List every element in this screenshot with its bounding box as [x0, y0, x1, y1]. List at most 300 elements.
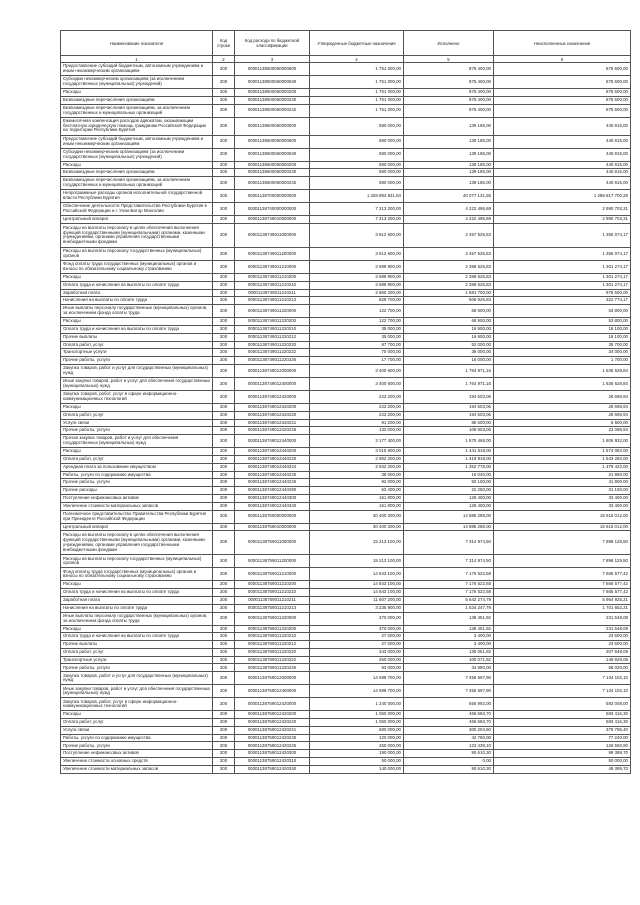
table-row	[61, 641, 631, 649]
row-name: Закупка товаров, работ и услуг для государственных (муниципальных) нужд	[61, 364, 213, 377]
row-approved: 11 607 200,00	[310, 596, 404, 604]
table-row	[61, 281, 631, 289]
row-budget-code: 00001138759012420226	[235, 742, 310, 750]
row-unexecuted: 21 960,00	[494, 471, 631, 479]
row-unexecuted: 15 515 012,00	[494, 523, 631, 531]
row-budget-code: 00001138749011220220	[235, 341, 310, 349]
row-executed: 68 900,00	[404, 305, 494, 318]
row-line-code: 200	[213, 216, 235, 224]
table-row	[61, 104, 631, 117]
row-approved: 3 235 900,00	[310, 604, 404, 612]
row-executed: 194 503,06	[404, 390, 494, 403]
row-name: Заработная плата	[61, 289, 213, 297]
row-approved: 223 200,00	[310, 403, 404, 411]
row-executed: 875 400,00	[404, 63, 494, 76]
row-unexecuted: 1 701 652,21	[494, 604, 631, 612]
row-executed: 3 400,00	[404, 641, 494, 649]
column-number: 3	[235, 56, 310, 63]
row-executed: 68 900,00	[404, 318, 494, 326]
table-row	[61, 148, 631, 161]
row-unexecuted: 875 600,00	[494, 76, 631, 89]
row-unexecuted: 7 134 102,10	[494, 672, 631, 685]
row-name: Увеличение стоимости материальных запасов	[61, 502, 213, 510]
table-row	[61, 89, 631, 97]
row-approved: 250 000,00	[310, 656, 404, 664]
table-row	[61, 427, 631, 435]
row-executed: 875 400,00	[404, 89, 494, 97]
row-budget-code: 00001138749011220000	[235, 305, 310, 318]
row-name: Расходы на выплаты персоналу государственных (муниципальных) органов	[61, 247, 213, 260]
row-executed: 466 583,70	[404, 719, 494, 727]
row-unexecuted: 1 635 628,84	[494, 364, 631, 377]
row-name: Расходы	[61, 161, 213, 169]
row-approved: 680 000,00	[310, 726, 404, 734]
row-budget-code: 00001138600060000242	[235, 177, 310, 190]
table-row	[61, 734, 631, 742]
row-approved: 190 000,00	[310, 750, 404, 758]
row-name: Прочие работы, услуги	[61, 664, 213, 672]
row-budget-code: 00001138749012440225	[235, 471, 310, 479]
row-executed: 506 925,83	[404, 297, 494, 305]
row-name: Центральный аппарат	[61, 216, 213, 224]
row-approved: 53 400,00	[310, 487, 404, 495]
row-unexecuted: 1 574 082,00	[494, 448, 631, 456]
row-unexecuted: 875 600,00	[494, 104, 631, 117]
budget-execution-table	[60, 30, 631, 774]
row-unexecuted: 23 600,00	[494, 641, 631, 649]
row-approved: 92 000,00	[310, 479, 404, 487]
row-budget-code: 00001138749012420000	[235, 390, 310, 403]
row-approved: 35 000,00	[310, 333, 404, 341]
row-unexecuted: 23 600,00	[494, 633, 631, 641]
column-number: 5	[404, 56, 494, 63]
row-line-code: 200	[213, 297, 235, 305]
row-budget-code: 00001138749012420220	[235, 411, 310, 419]
row-unexecuted: 1 301 274,17	[494, 281, 631, 289]
table-row	[61, 596, 631, 604]
row-budget-code: 00001138759012000000	[235, 672, 310, 685]
row-executed: 16 000,00	[404, 357, 494, 365]
row-name: Расходы	[61, 89, 213, 97]
table-row	[61, 96, 631, 104]
column-number: 1	[61, 56, 213, 63]
row-line-code: 200	[213, 685, 235, 698]
row-approved: 2 860 200,00	[310, 289, 404, 297]
table-row	[61, 531, 631, 555]
row-line-code: 200	[213, 411, 235, 419]
row-budget-code: 00001138600060000600	[235, 135, 310, 148]
table-row	[61, 349, 631, 357]
row-approved: 2 962 200,00	[310, 455, 404, 463]
row-executed: 466 583,70	[404, 711, 494, 719]
row-approved: 140 000,00	[310, 765, 404, 773]
row-line-code: 200	[213, 494, 235, 502]
row-executed: 100 071,92	[404, 656, 494, 664]
row-approved: 3 689 900,00	[310, 281, 404, 289]
table-row	[61, 203, 631, 216]
row-line-code: 200	[213, 672, 235, 685]
row-budget-code: 00001138500060000200	[235, 89, 310, 97]
row-line-code: 200	[213, 698, 235, 711]
row-name: Фонд оплаты труда государственных (муниципальных) органов и взносы по обязательному социальному страхованию	[61, 260, 213, 273]
table-row	[61, 435, 631, 448]
header-approved: Утвержденные бюджетные назначения	[310, 31, 404, 56]
row-line-code: 200	[213, 487, 235, 495]
row-executed: 7 455 597,90	[404, 685, 494, 698]
row-unexecuted: 978 500,00	[494, 289, 631, 297]
row-approved: 14 843 100,00	[310, 581, 404, 589]
row-unexecuted: 440 815,00	[494, 148, 631, 161]
table-row	[61, 341, 631, 349]
row-approved: 38 000,00	[310, 471, 404, 479]
row-line-code: 200	[213, 612, 235, 625]
row-approved: 580 000,00	[310, 148, 404, 161]
table-row	[61, 581, 631, 589]
row-unexecuted: 7 134 102,10	[494, 685, 631, 698]
table-row	[61, 297, 631, 305]
row-name: Расходы	[61, 448, 213, 456]
row-executed: 4 222 496,69	[404, 203, 494, 216]
row-unexecuted: 1 355 074,17	[494, 247, 631, 260]
row-unexecuted: 583 008,00	[494, 698, 631, 711]
row-executed: 16 900,00	[404, 325, 494, 333]
row-line-code: 200	[213, 568, 235, 581]
row-name: Оплата работ, услуг	[61, 411, 213, 419]
row-unexecuted: 440 815,00	[494, 135, 631, 148]
row-line-code: 200	[213, 734, 235, 742]
row-budget-code: 00001138749011210210	[235, 281, 310, 289]
row-approved: 35 000,00	[310, 325, 404, 333]
row-executed: 194 503,06	[404, 411, 494, 419]
row-name: Прочие работы, услуги	[61, 479, 213, 487]
row-unexecuted: 33 400,00	[494, 502, 631, 510]
row-unexecuted: 1 543 282,00	[494, 455, 631, 463]
row-approved: 161 800,00	[310, 494, 404, 502]
row-executed: 1 881 700,00	[404, 289, 494, 297]
row-budget-code: 00001138759012420300	[235, 750, 310, 758]
row-executed: 139 185,00	[404, 135, 494, 148]
row-approved: 1 050 000,00	[310, 719, 404, 727]
table-row	[61, 633, 631, 641]
row-unexecuted: 126 560,90	[494, 742, 631, 750]
row-budget-code: 00001138749012420226	[235, 427, 310, 435]
row-line-code: 200	[213, 169, 235, 177]
row-budget-code: 00001138749012000000	[235, 364, 310, 377]
row-unexecuted: 28 696,94	[494, 390, 631, 403]
row-budget-code: 00001138759012400000	[235, 685, 310, 698]
row-line-code: 200	[213, 531, 235, 555]
row-unexecuted: 440 815,00	[494, 117, 631, 135]
row-name: Увеличение стоимости основных средств	[61, 758, 213, 766]
row-line-code: 200	[213, 305, 235, 318]
table-row	[61, 656, 631, 664]
column-number: 4	[310, 56, 404, 63]
row-line-code: 200	[213, 656, 235, 664]
row-line-code: 200	[213, 427, 235, 435]
row-budget-code: 00001138759012420000	[235, 698, 310, 711]
table-row	[61, 568, 631, 581]
row-budget-code: 00001138600060000630	[235, 148, 310, 161]
row-budget-code: 00001138759011220226	[235, 664, 310, 672]
row-unexecuted: 1 479 422,00	[494, 463, 631, 471]
row-executed: 36 000,00	[404, 349, 494, 357]
row-line-code: 200	[213, 260, 235, 273]
column-number-row	[61, 56, 631, 63]
row-executed: 875 400,00	[404, 76, 494, 89]
table-row	[61, 502, 631, 510]
row-budget-code: 00001138759011220200	[235, 625, 310, 633]
row-budget-code: 00001138759010000000	[235, 523, 310, 531]
row-budget-code: 00001138759011000000	[235, 531, 310, 555]
row-line-code: 200	[213, 89, 235, 97]
row-unexecuted: 440 815,00	[494, 169, 631, 177]
row-line-code: 200	[213, 390, 235, 403]
row-line-code: 200	[213, 357, 235, 365]
header-unexecuted: Неисполненные назначения	[494, 31, 631, 56]
row-name: Оплата работ, услуг	[61, 648, 213, 656]
row-line-code: 200	[213, 625, 235, 633]
row-name: Прочие работы, услуги	[61, 427, 213, 435]
row-executed: 2 457 525,53	[404, 223, 494, 247]
row-executed: 139 185,00	[404, 177, 494, 190]
row-line-code: 200	[213, 364, 235, 377]
row-executed: 123 439,10	[404, 742, 494, 750]
row-budget-code: 00001138749011220210	[235, 325, 310, 333]
row-approved: 1 751 000,00	[310, 104, 404, 117]
row-unexecuted: 58 020,00	[494, 664, 631, 672]
row-executed: 1 570 468,00	[404, 435, 494, 448]
row-approved: 1 751 000,00	[310, 89, 404, 97]
row-executed: 22 250,00	[404, 487, 494, 495]
table-row	[61, 325, 631, 333]
row-budget-code: 00001138749011210200	[235, 273, 310, 281]
row-approved: 70 000,00	[310, 349, 404, 357]
row-budget-code: 00001138749012440340	[235, 502, 310, 510]
row-unexecuted: 35 700,00	[494, 341, 631, 349]
row-approved: 3 177 400,00	[310, 435, 404, 448]
row-line-code: 200	[213, 403, 235, 411]
row-unexecuted: 2 990 703,31	[494, 216, 631, 224]
table-row	[61, 223, 631, 247]
row-name: Оплата работ, услуг	[61, 341, 213, 349]
row-unexecuted: 231 548,08	[494, 612, 631, 625]
row-budget-code: 00001138500060000600	[235, 63, 310, 76]
row-line-code: 200	[213, 203, 235, 216]
row-line-code: 200	[213, 479, 235, 487]
row-executed: 139 185,00	[404, 161, 494, 169]
row-unexecuted: 1 288 817 700,29	[494, 190, 631, 203]
table-row	[61, 523, 631, 531]
row-approved: 3 812 600,00	[310, 247, 404, 260]
row-unexecuted: 28 696,94	[494, 403, 631, 411]
row-unexecuted: 7 666 577,42	[494, 589, 631, 597]
row-approved: 1 328 894 831,84	[310, 190, 404, 203]
row-line-code: 200	[213, 247, 235, 260]
table-row	[61, 260, 631, 273]
row-approved: 132 000,00	[310, 427, 404, 435]
row-executed: 656 992,00	[404, 698, 494, 711]
row-executed: 90 610,30	[404, 765, 494, 773]
row-budget-code: 00001138759011210200	[235, 581, 310, 589]
row-name: Субсидии некоммерческим организациям (за исключением государственных (муниципальных) учреждений)	[61, 76, 213, 89]
row-unexecuted: 207 948,08	[494, 648, 631, 656]
row-executed: 7 314 974,50	[404, 531, 494, 555]
row-unexecuted: 1 700,00	[494, 357, 631, 365]
row-name: Поступление нефинансовых активов	[61, 494, 213, 502]
row-line-code: 200	[213, 471, 235, 479]
row-executed: 128 400,00	[404, 494, 494, 502]
row-approved: 30 400 300,00	[310, 523, 404, 531]
row-approved: 7 213 200,00	[310, 216, 404, 224]
row-approved: 223 200,00	[310, 411, 404, 419]
row-line-code: 200	[213, 463, 235, 471]
header-budget-code: Код расхода по бюджетной классификации	[235, 31, 310, 56]
row-executed: 135 051,92	[404, 648, 494, 656]
row-approved: 580 000,00	[310, 135, 404, 148]
row-unexecuted: 7 898 125,50	[494, 555, 631, 568]
row-executed: 40 077 131,55	[404, 190, 494, 203]
row-unexecuted: 99 389,70	[494, 750, 631, 758]
row-approved: 223 200,00	[310, 390, 404, 403]
row-unexecuted: 875 600,00	[494, 63, 631, 76]
row-executed: 139 185,00	[404, 169, 494, 177]
row-budget-code: 00001138749011220222	[235, 349, 310, 357]
row-budget-code: 00001138759011210213	[235, 604, 310, 612]
row-line-code: 200	[213, 648, 235, 656]
row-name: Расходы на выплаты персоналу в целях обеспечения выполнения функций государственными (муниципальными) органами, казенными учреждениями, органами управления государственными внебюджетными фондами	[61, 223, 213, 247]
row-line-code: 200	[213, 273, 235, 281]
table-row	[61, 711, 631, 719]
row-approved: 3 400 600,00	[310, 364, 404, 377]
table-row	[61, 698, 631, 711]
header-line-code: Код строки	[213, 31, 235, 56]
table-row	[61, 364, 631, 377]
row-unexecuted: 1 635 628,84	[494, 377, 631, 390]
row-name: Расходы	[61, 581, 213, 589]
table-row	[61, 390, 631, 403]
row-unexecuted: 34 000,00	[494, 349, 631, 357]
row-line-code: 200	[213, 455, 235, 463]
row-name: Расходы	[61, 318, 213, 326]
row-budget-code: 00001138759011210000	[235, 568, 310, 581]
row-line-code: 200	[213, 190, 235, 203]
row-name: Оплата работ, услуг	[61, 455, 213, 463]
row-name: Начисления на выплаты по оплате труда	[61, 604, 213, 612]
table-row	[61, 758, 631, 766]
row-unexecuted: 15 515 012,00	[494, 510, 631, 523]
row-budget-code: 00001138759011220210	[235, 633, 310, 641]
row-approved: 580 000,00	[310, 161, 404, 169]
row-unexecuted: 2 990 703,31	[494, 203, 631, 216]
row-unexecuted: 231 548,08	[494, 625, 631, 633]
table-row	[61, 487, 631, 495]
row-name: Прочие расходы	[61, 487, 213, 495]
row-name: Предоставление субсидий бюджетным, автономным учреждениям и иным некоммерческим организациям	[61, 63, 213, 76]
row-line-code: 200	[213, 765, 235, 773]
row-line-code: 200	[213, 581, 235, 589]
row-budget-code: 00001138749011210213	[235, 297, 310, 305]
row-executed: 16 040,00	[404, 471, 494, 479]
row-approved: 15 213 100,00	[310, 555, 404, 568]
row-executed: 42 760,00	[404, 734, 494, 742]
row-budget-code: 00001138749012440300	[235, 494, 310, 502]
row-budget-code: 00001138750000000000	[235, 510, 310, 523]
row-approved: 87 700,00	[310, 341, 404, 349]
row-name: Оплата труда и начисления на выплаты по оплате труда	[61, 633, 213, 641]
row-budget-code: 00001138749011200000	[235, 247, 310, 260]
row-executed: 875 400,00	[404, 104, 494, 117]
table-row	[61, 216, 631, 224]
row-line-code: 200	[213, 349, 235, 357]
row-budget-code: 00001138600060000000	[235, 117, 310, 135]
row-budget-code: 00001138759011220222	[235, 656, 310, 664]
row-line-code: 200	[213, 664, 235, 672]
row-executed: 4 222 496,69	[404, 216, 494, 224]
row-name: Закупка товаров, работ и услуг для государственных (муниципальных) нужд	[61, 672, 213, 685]
table-row	[61, 494, 631, 502]
table-row	[61, 726, 631, 734]
row-budget-code: 00001138749011210211	[235, 289, 310, 297]
row-executed: 128 400,00	[404, 502, 494, 510]
row-executed: 7 455 597,90	[404, 672, 494, 685]
row-executed: 875 400,00	[404, 96, 494, 104]
row-executed: 1 441 518,00	[404, 448, 494, 456]
row-line-code: 200	[213, 641, 235, 649]
table-row	[61, 333, 631, 341]
row-executed: 7 176 522,58	[404, 589, 494, 597]
row-executed: 7 314 974,50	[404, 555, 494, 568]
row-line-code: 200	[213, 63, 235, 76]
row-approved: 3 812 600,00	[310, 223, 404, 247]
row-executed: 90 610,30	[404, 750, 494, 758]
row-approved: 580 000,00	[310, 169, 404, 177]
row-approved: 122 700,00	[310, 305, 404, 318]
row-unexecuted: 379 795,40	[494, 726, 631, 734]
row-approved: 17 700,00	[310, 357, 404, 365]
row-name: Работы, услуги по содержанию имущества	[61, 734, 213, 742]
row-line-code: 200	[213, 419, 235, 427]
row-unexecuted: 7 666 577,42	[494, 568, 631, 581]
row-executed: 138 451,92	[404, 625, 494, 633]
row-line-code: 200	[213, 448, 235, 456]
row-budget-code: 00001138500060000630	[235, 76, 310, 89]
table-row	[61, 135, 631, 148]
table-row	[61, 672, 631, 685]
row-name: Расходы на выплаты персоналу в целях обеспечения выполнения функций государственными (муниципальными) органами, казенными учреждениями, органами управления государственными внебюджетными фондами	[61, 531, 213, 555]
row-budget-code: 00001138759011200000	[235, 555, 310, 568]
row-executed: 1 352 778,00	[404, 463, 494, 471]
row-unexecuted: 875 600,00	[494, 96, 631, 104]
row-unexecuted: 7 666 577,42	[494, 581, 631, 589]
row-line-code: 200	[213, 177, 235, 190]
row-budget-code: 00001138759012420225	[235, 734, 310, 742]
row-name: Прочие работы, услуги	[61, 357, 213, 365]
row-unexecuted: 53 800,00	[494, 305, 631, 318]
table-row	[61, 685, 631, 698]
row-line-code: 200	[213, 281, 235, 289]
row-name: Иные выплаты персоналу государственных (муниципальных) органов, за исключением фонда оплаты труда	[61, 305, 213, 318]
row-budget-code: 00001138759011220212	[235, 641, 310, 649]
row-unexecuted: 583 416,30	[494, 711, 631, 719]
row-budget-code: 00001138759011220000	[235, 612, 310, 625]
table-row	[61, 455, 631, 463]
row-budget-code: 00001138749011220212	[235, 333, 310, 341]
row-line-code: 200	[213, 719, 235, 727]
row-name: Работы, услуги по содержанию имущества	[61, 471, 213, 479]
row-name: Заработная плата	[61, 596, 213, 604]
row-line-code: 200	[213, 377, 235, 390]
row-approved: 14 843 100,00	[310, 568, 404, 581]
